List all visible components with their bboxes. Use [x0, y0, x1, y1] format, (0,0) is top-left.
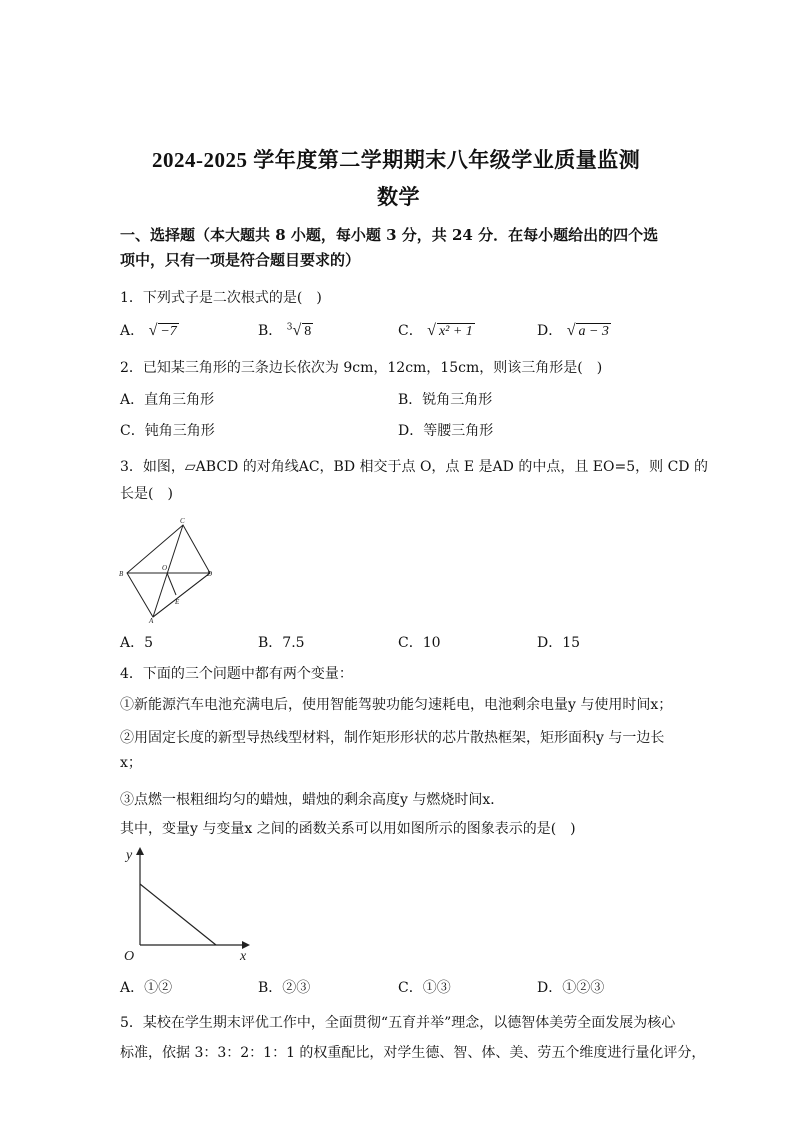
section-heading-line2: 项中，只有一项是符合题目要求的）: [120, 251, 361, 269]
q1-option-a-expr: −7: [160, 324, 177, 339]
q3-option-d[interactable]: D．15: [537, 635, 581, 651]
x-axis-label: x: [240, 949, 247, 964]
q4-item1: ①新能源汽车电池充满电后，使用智能驾驶功能匀速耗电，电池剩余电量y 与使用时间x；: [120, 697, 673, 713]
subject-title: 数学: [377, 185, 420, 209]
q1-option-d-expr: a − 3: [578, 324, 609, 339]
q1-option-d-label: D．: [537, 323, 563, 339]
q1-option-a[interactable]: [120, 320, 179, 340]
q4-question: 其中，变量y 与变量x 之间的函数关系可以用如图所示的图象表示的是( ): [120, 821, 576, 837]
q2-option-b[interactable]: B．锐角三角形: [398, 392, 493, 408]
q4-option-a[interactable]: A．①②: [120, 980, 173, 996]
q1-option-c-expr: x² + 1: [438, 324, 473, 339]
q3-stem-line1: 3．如图，▱ABCD 的对角线AC，BD 相交于点 O，点 E 是AD 的中点，且 EO=5，则 CD 的: [120, 459, 708, 475]
section-heading-line1: 一、选择题（本大题共 8 小题，每小题 3 分，共 24 分．在每小题给出的四个选: [120, 226, 659, 244]
radical-sign-icon: √: [148, 322, 158, 339]
q2-option-c[interactable]: C．钝角三角形: [120, 423, 215, 439]
q1-option-b[interactable]: [258, 320, 313, 340]
q4-option-b[interactable]: B．②③: [258, 980, 311, 996]
label-a: A: [149, 617, 154, 625]
q4-item2-line1: ②用固定长度的新型导热线型材料，制作矩形形状的芯片散热框架，矩形面积y 与一边长: [120, 730, 665, 746]
q4-item2-line2: x；: [120, 755, 142, 771]
q1-option-b-expr: 8: [304, 324, 312, 339]
label-e: E: [175, 598, 180, 606]
label-o: O: [162, 564, 168, 572]
q4-item3: ③点燃一根粗细均匀的蜡烛，蜡烛的剩余高度y 与燃烧时间x．: [120, 792, 505, 808]
q2-option-a[interactable]: A．直角三角形: [120, 392, 215, 408]
function-graph: [118, 842, 258, 967]
q2-stem: 2．已知某三角形的三条边长依次为 9cm，12cm，15cm，则该三角形是( ): [120, 360, 603, 376]
q4-stem: 4．下面的三个问题中都有两个变量：: [120, 666, 353, 682]
origin-label: O: [124, 949, 135, 964]
q1-option-c[interactable]: [398, 320, 475, 340]
q1-option-d[interactable]: [537, 320, 611, 340]
q5-stem-line1: 5．某校在学生期末评优工作中，全面贯彻“五育并举”理念，以德智体美劳全面发展为核心: [120, 1015, 676, 1031]
q3-option-a[interactable]: A．5: [120, 635, 154, 651]
q1-option-c-label: C．: [398, 323, 423, 339]
label-d: D: [207, 570, 213, 578]
exam-title: 2024-2025 学年度第二学期期末八年级学业质量监测: [152, 148, 641, 172]
q1-option-b-label: B．: [258, 323, 283, 339]
q3-stem-line2: 长是( ): [120, 486, 173, 502]
radical-sign-icon: √: [566, 322, 576, 339]
q3-option-b[interactable]: B．7.5: [258, 635, 305, 651]
label-c: C: [180, 517, 185, 525]
parallelogram-figure: [115, 515, 225, 625]
q4-option-c[interactable]: C．①③: [398, 980, 451, 996]
q1-stem: 1．下列式子是二次根式的是( ): [120, 290, 322, 306]
q2-option-d[interactable]: D．等腰三角形: [398, 423, 494, 439]
q5-stem-line2: 标准，依据 3：3：2：1：1 的权重配比，对学生德、智、体、美、劳五个维度进行量化评分，: [120, 1045, 706, 1061]
q1-option-a-label: A．: [120, 323, 145, 339]
radical-sign-icon: √: [292, 322, 302, 339]
cube-root-index: 3: [286, 322, 293, 333]
y-axis-label: y: [126, 848, 133, 863]
q3-option-c[interactable]: C．10: [398, 635, 441, 651]
radical-sign-icon: √: [427, 322, 436, 339]
label-b: B: [119, 570, 124, 578]
q4-option-d[interactable]: D．①②③: [537, 980, 605, 996]
